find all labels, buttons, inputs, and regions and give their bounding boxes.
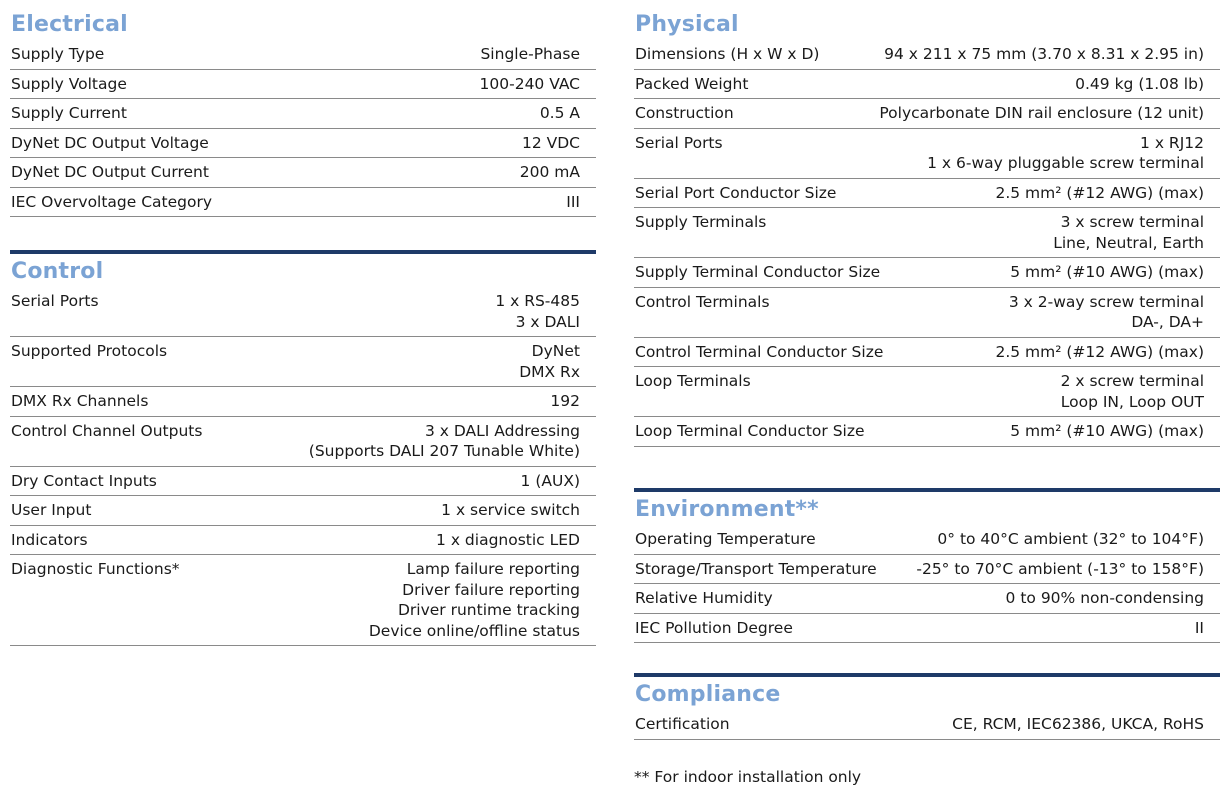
spec-label: Construction bbox=[635, 104, 734, 122]
spec-row bbox=[634, 614, 1220, 644]
spec-value: 192 bbox=[550, 392, 580, 410]
spec-label: Storage/Transport Temperature bbox=[635, 559, 877, 578]
spec-label: Loop Terminals bbox=[635, 372, 751, 390]
electrical-section bbox=[10, 10, 596, 217]
spec-row bbox=[10, 287, 596, 337]
electrical-rows bbox=[10, 40, 596, 217]
spec-row bbox=[634, 710, 1220, 740]
physical-rows bbox=[634, 40, 1220, 447]
spec-label: Diagnostic Functions* bbox=[11, 560, 180, 578]
spec-value: 3 x screw terminal Line, Neutral, Earth bbox=[1053, 213, 1204, 252]
spec-value: 1 x RJ12 1 x 6-way pluggable screw terminal bbox=[927, 133, 1204, 172]
spec-value: 1 x diagnostic LED bbox=[436, 530, 580, 549]
spec-label: Supply Current bbox=[11, 104, 127, 122]
spec-row bbox=[10, 40, 596, 70]
spec-row bbox=[634, 338, 1220, 368]
spec-row bbox=[10, 188, 596, 218]
spec-label: User Input bbox=[11, 501, 92, 519]
environment-rows bbox=[634, 525, 1220, 643]
spec-value: 5 mm² (#10 AWG) (max) bbox=[1010, 422, 1204, 440]
spec-value: 0° to 40°C ambient (32° to 104°F) bbox=[937, 530, 1204, 548]
compliance-heading: Compliance bbox=[635, 682, 781, 707]
compliance-rows bbox=[634, 710, 1220, 740]
spec-label: Loop Terminal Conductor Size bbox=[635, 422, 865, 440]
spec-label: Packed Weight bbox=[635, 74, 749, 93]
spec-label: Certification bbox=[635, 715, 730, 733]
spec-value: II bbox=[1194, 618, 1204, 637]
spec-row bbox=[10, 129, 596, 159]
compliance-section bbox=[634, 673, 1220, 740]
spec-label: DyNet DC Output Current bbox=[11, 163, 209, 181]
footnote: ** For indoor installation only bbox=[634, 768, 862, 786]
spec-row bbox=[10, 417, 596, 467]
spec-row bbox=[10, 158, 596, 188]
spec-row bbox=[10, 70, 596, 100]
spec-label: Serial Ports bbox=[11, 292, 99, 310]
spec-label: Indicators bbox=[11, 530, 88, 549]
spec-row bbox=[634, 129, 1220, 179]
spec-value: 2 x screw terminal Loop IN, Loop OUT bbox=[1060, 372, 1204, 411]
spec-label: Supply Type bbox=[11, 45, 105, 63]
control-rows bbox=[10, 287, 596, 646]
environment-heading: Environment** bbox=[635, 497, 819, 522]
spec-value: 0.5 A bbox=[539, 104, 580, 122]
electrical-heading: Electrical bbox=[11, 12, 128, 37]
spec-label: Control Channel Outputs bbox=[11, 421, 203, 440]
environment-section bbox=[634, 488, 1220, 643]
physical-section bbox=[634, 10, 1220, 447]
spec-value: Polycarbonate DIN rail enclosure (12 unit) bbox=[879, 104, 1204, 122]
spec-row bbox=[634, 584, 1220, 614]
spec-value: DyNet DMX Rx bbox=[519, 342, 580, 381]
spec-value: Single-Phase bbox=[480, 45, 580, 63]
spec-row bbox=[634, 179, 1220, 209]
spec-row bbox=[634, 99, 1220, 129]
spec-row bbox=[10, 99, 596, 129]
spec-row bbox=[634, 288, 1220, 338]
spec-label: Serial Port Conductor Size bbox=[635, 183, 837, 202]
spec-label: IEC Pollution Degree bbox=[635, 618, 793, 637]
spec-value: 0.49 kg (1.08 lb) bbox=[1075, 74, 1204, 93]
spec-label: Operating Temperature bbox=[635, 530, 816, 548]
spec-value: 1 (AUX) bbox=[520, 471, 580, 490]
spec-value: 2.5 mm² (#12 AWG) (max) bbox=[995, 183, 1204, 202]
spec-row bbox=[10, 555, 596, 646]
spec-row bbox=[10, 526, 596, 556]
spec-label: Supported Protocols bbox=[11, 342, 168, 360]
spec-label: Control Terminal Conductor Size bbox=[635, 342, 884, 361]
spec-value: 1 x RS-485 3 x DALI bbox=[495, 292, 580, 331]
spec-row bbox=[10, 496, 596, 526]
spec-label: Dimensions (H x W x D) bbox=[635, 45, 820, 63]
spec-row bbox=[10, 467, 596, 497]
spec-row bbox=[634, 258, 1220, 288]
spec-label: IEC Overvoltage Category bbox=[11, 192, 213, 211]
spec-row bbox=[10, 387, 596, 417]
spec-label: Control Terminals bbox=[635, 292, 770, 311]
spec-row bbox=[634, 70, 1220, 100]
spec-value: 12 VDC bbox=[521, 133, 580, 152]
spec-value: III bbox=[566, 192, 580, 211]
physical-heading: Physical bbox=[635, 12, 739, 37]
spec-label: Supply Terminal Conductor Size bbox=[635, 263, 881, 281]
spec-value: Lamp failure reporting Driver failure reporting Driver runtime tracking Device online/offline status bbox=[368, 560, 580, 640]
spec-value: 100-240 VAC bbox=[479, 74, 580, 93]
spec-value: 3 x 2-way screw terminal DA-, DA+ bbox=[1008, 292, 1204, 331]
spec-label: DMX Rx Channels bbox=[11, 392, 149, 410]
spec-row bbox=[634, 525, 1220, 555]
spec-value: 200 mA bbox=[519, 163, 580, 181]
spec-value: 3 x DALI Addressing (Supports DALI 207 Tunable White) bbox=[308, 421, 580, 460]
control-section bbox=[10, 250, 596, 646]
spec-value: 1 x service switch bbox=[441, 501, 580, 519]
spec-label: Dry Contact Inputs bbox=[11, 471, 157, 490]
spec-value: 94 x 211 x 75 mm (3.70 x 8.31 x 2.95 in) bbox=[884, 45, 1204, 63]
spec-label: Supply Terminals bbox=[635, 213, 767, 231]
spec-row bbox=[634, 367, 1220, 417]
control-heading: Control bbox=[11, 259, 104, 284]
spec-row bbox=[634, 40, 1220, 70]
spec-label: Serial Ports bbox=[635, 133, 723, 152]
spec-row bbox=[634, 417, 1220, 447]
spec-row bbox=[634, 208, 1220, 258]
spec-value: 0 to 90% non-condensing bbox=[1005, 589, 1204, 607]
spec-row bbox=[10, 337, 596, 387]
spec-value: 2.5 mm² (#12 AWG) (max) bbox=[995, 342, 1204, 361]
spec-value: CE, RCM, IEC62386, UKCA, RoHS bbox=[952, 715, 1204, 733]
spec-value: -25° to 70°C ambient (-13° to 158°F) bbox=[916, 559, 1204, 578]
spec-label: Supply Voltage bbox=[11, 74, 127, 93]
spec-label: Relative Humidity bbox=[635, 589, 773, 607]
spec-label: DyNet DC Output Voltage bbox=[11, 133, 209, 152]
spec-row bbox=[634, 555, 1220, 585]
spec-value: 5 mm² (#10 AWG) (max) bbox=[1010, 263, 1204, 281]
